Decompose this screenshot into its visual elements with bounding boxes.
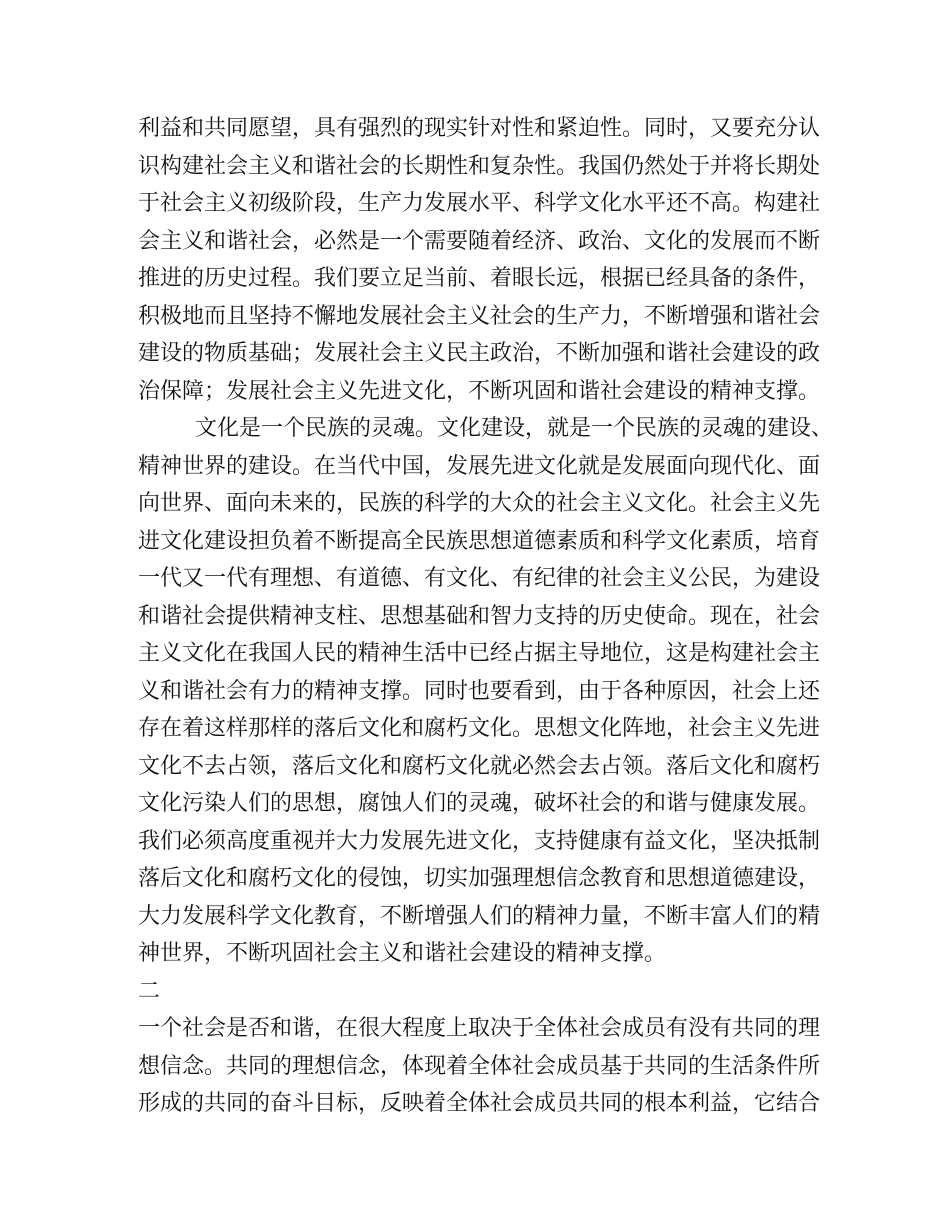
text-line: 存在着这样那样的落后文化和腐朽文化。思想文化阵地，社会主义先进: [138, 716, 821, 741]
text-line: 形成的共同的奋斗目标，反映着全体社会成员共同的根本利益，它结合: [138, 1091, 821, 1116]
text-line: 精神世界的建设。在当代中国，发展先进文化就是发展面向现代化、面: [138, 453, 821, 479]
text-line: 大力发展科学文化教育，不断增强人们的精神力量，不断丰富人们的精: [138, 903, 821, 929]
text-line: 进文化建设担负着不断提高全民族思想道德素质和科学文化素质，培育: [138, 528, 821, 554]
text-line: 推进的历史过程。我们要立足当前、着眼长远，根据已经具备的条件，: [138, 266, 821, 291]
text-line: 于社会主义初级阶段，生产力发展水平、科学文化水平还不高。构建社: [138, 191, 821, 216]
paragraph-first-line: 文化是一个民族的灵魂。文化建设，就是一个民族的灵魂的建设、: [195, 416, 834, 441]
section-number: 二: [138, 978, 161, 1004]
text-line: 会主义和谐社会，必然是一个需要随着经济、政治、文化的发展而不断: [138, 228, 821, 254]
text-line: 一个社会是否和谐，在很大程度上取决于全体社会成员有没有共同的理: [138, 1016, 821, 1041]
text-line: 积极地而且坚持不懈地发展社会主义社会的生产力，不断增强和谐社会: [138, 303, 821, 329]
text-line: 文化不去占领，落后文化和腐朽文化就必然会去占领。落后文化和腐朽: [138, 753, 821, 779]
text-line: 利益和共同愿望，具有强烈的现实针对性和紧迫性。同时，又要充分认: [138, 116, 821, 141]
text-line: 神世界，不断巩固社会主义和谐社会建设的精神支撑。: [138, 941, 667, 966]
text-line: 建设的物质基础；发展社会主义民主政治，不断加强和谐社会建设的政: [138, 341, 821, 366]
text-line: 我们必须高度重视并大力发展先进文化，支持健康有益文化，坚决抵制: [138, 828, 821, 854]
text-line: 义和谐社会有力的精神支撑。同时也要看到，由于各种原因，社会上还: [138, 678, 821, 704]
text-line: 和谐社会提供精神支柱、思想基础和智力支持的历史使命。现在，社会: [138, 603, 821, 629]
text-line: 向世界、面向未来的，民族的科学的大众的社会主义文化。社会主义先: [138, 491, 821, 516]
text-line: 一代又一代有理想、有道德、有文化、有纪律的社会主义公民，为建设: [138, 566, 821, 591]
text-line: 识构建社会主义和谐社会的长期性和复杂性。我国仍然处于并将长期处: [138, 153, 821, 179]
text-line: 想信念。共同的理想信念，体现着全体社会成员基于共同的生活条件所: [138, 1053, 821, 1079]
document-body: [138, 110, 834, 1123]
text-line: 文化污染人们的思想，腐蚀人们的灵魂，破坏社会的和谐与健康发展。: [138, 791, 821, 816]
text-line: 落后文化和腐朽文化的侵蚀，切实加强理想信念教育和思想道德建设，: [138, 866, 821, 891]
text-line: 主义文化在我国人民的精神生活中已经占据主导地位，这是构建社会主: [138, 641, 821, 666]
text-line: 治保障；发展社会主义先进文化，不断巩固和谐社会建设的精神支撑。: [138, 378, 821, 404]
